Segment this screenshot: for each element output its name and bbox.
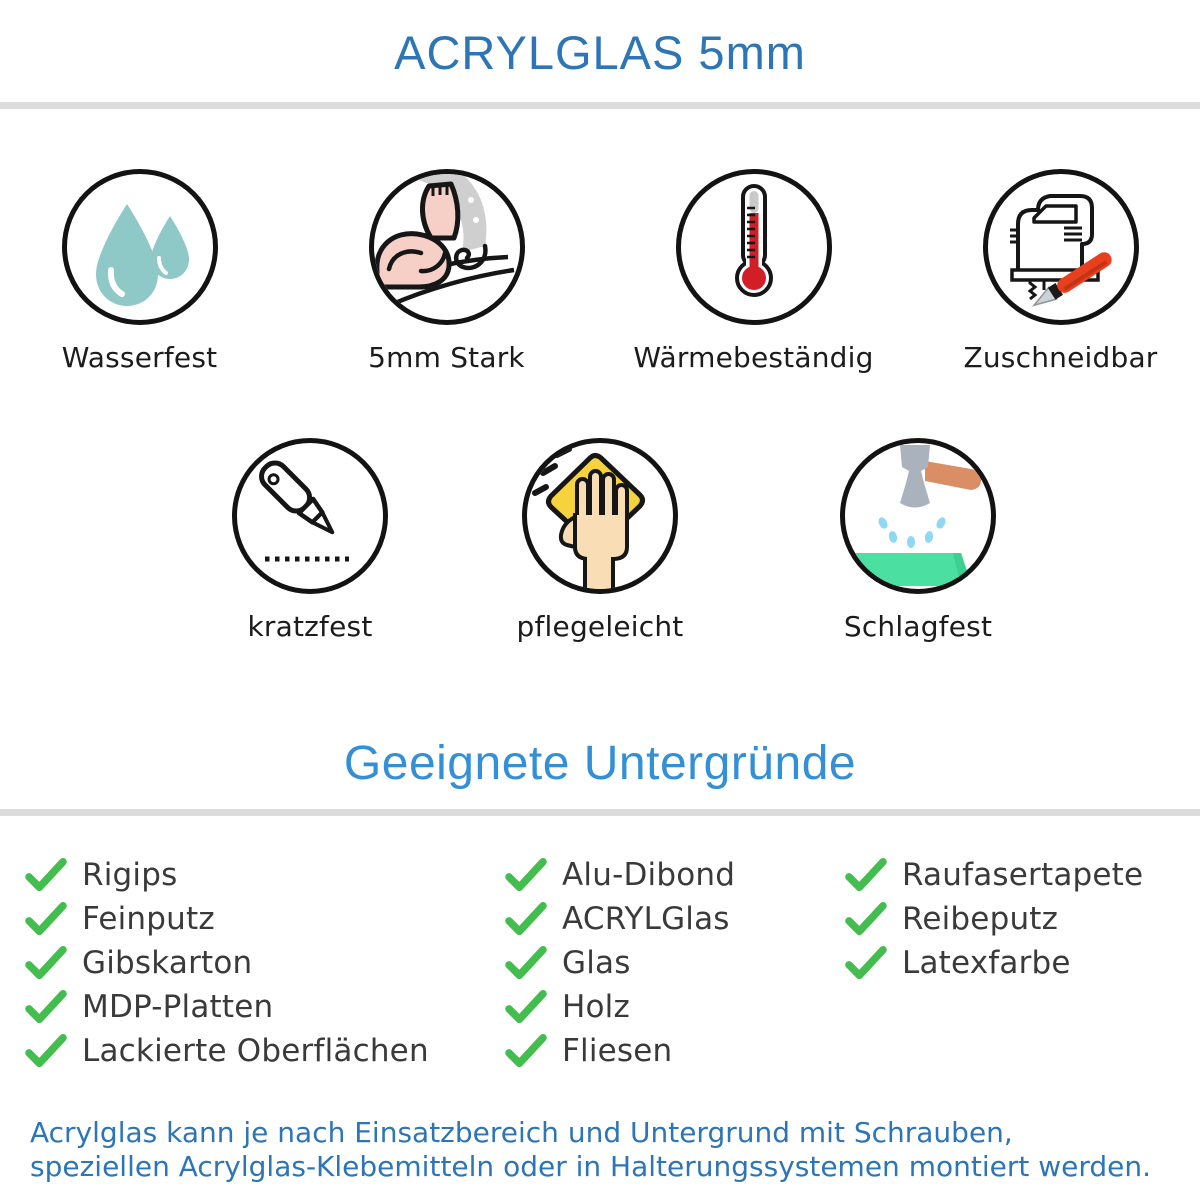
feature-schlagfest — [801, 438, 1036, 643]
list-item — [25, 858, 505, 891]
thermometer-icon — [676, 169, 832, 325]
check-icon — [505, 990, 547, 1024]
list-item — [505, 946, 845, 979]
surface-label: ACRYLGlas — [562, 900, 730, 937]
check-icon — [505, 902, 547, 936]
list-item — [25, 902, 505, 935]
check-icon — [25, 902, 67, 936]
feature-waermebestaendig — [633, 169, 874, 374]
feature-zuschneidbar — [943, 169, 1178, 374]
surface-label: Reibeputz — [902, 900, 1059, 937]
check-icon — [25, 858, 67, 892]
surface-label: Latexfarbe — [902, 944, 1071, 981]
surface-label: Raufasertapete — [902, 856, 1144, 893]
feature-label: Wasserfest — [61, 341, 218, 374]
muscle-arm-icon — [369, 169, 525, 325]
mounting-note-line2: speziellen Acrylglas-Klebemitteln oder in Halterungssystemen montiert werden. — [30, 1150, 1152, 1183]
page-title: ACRYLGLAS 5mm — [394, 26, 806, 79]
feature-row-1 — [0, 169, 1200, 374]
list-item — [25, 1034, 505, 1067]
list-item — [505, 990, 845, 1023]
check-icon — [505, 1034, 547, 1068]
check-icon — [25, 946, 67, 980]
surface-label: Feinputz — [82, 900, 215, 937]
check-icon — [505, 946, 547, 980]
divider — [0, 809, 1200, 816]
list-item — [845, 858, 1175, 891]
surface-label: Rigips — [82, 856, 178, 893]
feature-kratzfest — [193, 438, 428, 643]
check-icon — [25, 990, 67, 1024]
list-item — [505, 1034, 845, 1067]
surface-label: Fliesen — [562, 1032, 673, 1069]
feature-pflegeleicht — [483, 438, 718, 643]
surfaces-column-1 — [25, 858, 505, 1078]
mounting-note-line1: Acrylglas kann je nach Einsatzbereich und Untergrund mit Schrauben, — [30, 1116, 1013, 1149]
list-item — [845, 946, 1175, 979]
check-icon — [845, 858, 887, 892]
feature-label: kratzfest — [247, 610, 373, 643]
check-icon — [845, 946, 887, 980]
surfaces-heading: Geeignete Untergründe — [343, 737, 857, 790]
feature-label: 5mm Stark — [368, 341, 525, 374]
feature-label: Wärmebeständig — [633, 341, 874, 374]
surface-label: Glas — [562, 944, 631, 981]
check-icon — [25, 1034, 67, 1068]
feature-label: Schlagfest — [843, 610, 993, 643]
feature-wasserfest — [22, 169, 257, 374]
surface-label: Alu-Dibond — [562, 856, 736, 893]
feature-label: pflegeleicht — [516, 610, 684, 643]
water-drops-icon — [62, 169, 218, 325]
hand-with-cloth-icon — [522, 438, 678, 594]
feature-row-2 — [0, 438, 1200, 643]
surfaces-list — [0, 858, 1200, 1078]
utility-knife-icon — [232, 438, 388, 594]
divider — [0, 102, 1200, 109]
surfaces-column-3 — [845, 858, 1175, 1078]
list-item — [845, 902, 1175, 935]
check-icon — [845, 902, 887, 936]
feature-5mm-stark — [329, 169, 564, 374]
list-item — [505, 902, 845, 935]
list-item — [25, 946, 505, 979]
surface-label: Gibskarton — [82, 944, 253, 981]
surface-label: Holz — [562, 988, 630, 1025]
jigsaw-knife-icon — [983, 169, 1139, 325]
surfaces-column-2 — [505, 858, 845, 1078]
surface-label: MDP-Platten — [82, 988, 274, 1025]
list-item — [25, 990, 505, 1023]
check-icon — [505, 858, 547, 892]
feature-label: Zuschneidbar — [963, 341, 1158, 374]
mounting-note — [30, 1116, 1170, 1184]
surface-label: Lackierte Oberflächen — [82, 1032, 429, 1069]
list-item — [505, 858, 845, 891]
hammer-icon — [840, 438, 996, 594]
